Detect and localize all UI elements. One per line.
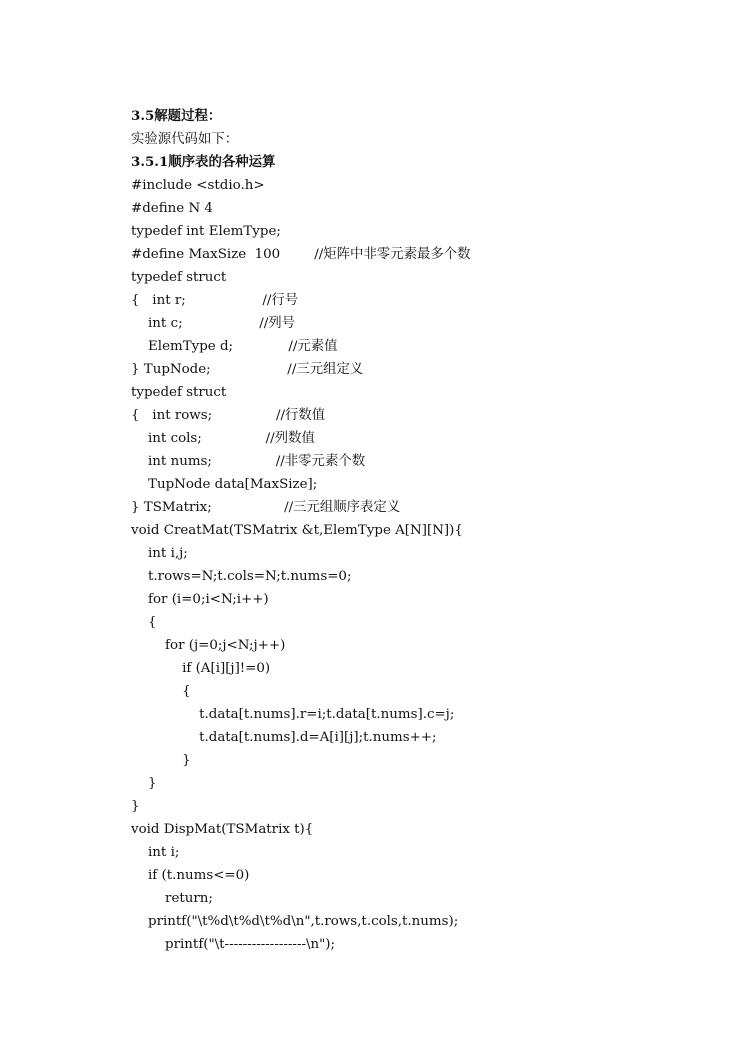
code-line: void DispMat(TSMatrix t){ (131, 822, 314, 837)
code-line: for (i=0;i<N;i++) (131, 592, 269, 607)
code-line: printf("\t%d\t%d\t%d\n",t.rows,t.cols,t.nums); (131, 914, 459, 929)
code-line: if (t.nums<=0) (131, 868, 250, 883)
intro-text: 实验源代码如下： (131, 132, 239, 147)
code-line: { int rows; //行数值 (131, 408, 326, 423)
code-line: t.data[t.nums].d=A[i][j];t.nums++; (131, 730, 437, 745)
code-line: } (131, 799, 140, 814)
code-line: int c; //列号 (131, 316, 296, 331)
code-line: return; (131, 891, 213, 906)
code-line: } TupNode; //三元组定义 (131, 362, 364, 377)
code-line: { int r; //行号 (131, 293, 299, 308)
code-line: printf("\t------------------\n"); (131, 937, 336, 952)
code-line: ElemType d; //元素值 (131, 339, 338, 354)
code-line: int i; (131, 845, 180, 860)
code-line: int i,j; (131, 546, 188, 561)
code-line: #define N 4 (131, 201, 213, 216)
code-line: typedef struct (131, 270, 227, 285)
code-line: } TSMatrix; //三元组顺序表定义 (131, 500, 401, 515)
code-line: { (131, 615, 157, 630)
code-line: t.data[t.nums].r=i;t.data[t.nums].c=j; (131, 707, 455, 722)
section-heading: 3.5解题过程： (131, 108, 222, 124)
code-line: int nums; //非零元素个数 (131, 454, 366, 469)
code-line: } (131, 753, 191, 768)
code-line: if (A[i][j]!=0) (131, 661, 271, 676)
code-line: } (131, 776, 157, 791)
code-line: void CreatMat(TSMatrix &t,ElemType A[N][N]){ (131, 523, 463, 538)
code-line: int cols; //列数值 (131, 431, 315, 446)
code-line: typedef struct (131, 385, 227, 400)
subsection-heading: 3.5.1顺序表的各种运算 (131, 154, 276, 170)
code-line: typedef int ElemType; (131, 224, 281, 239)
code-line: { (131, 684, 191, 699)
code-line: for (j=0;j<N;j++) (131, 638, 286, 653)
code-line: #include <stdio.h> (131, 178, 265, 193)
code-line: t.rows=N;t.cols=N;t.nums=0; (131, 569, 352, 584)
code-line: #define MaxSize 100 //矩阵中非零元素最多个数 (131, 247, 471, 262)
code-line: TupNode data[MaxSize]; (131, 477, 318, 492)
